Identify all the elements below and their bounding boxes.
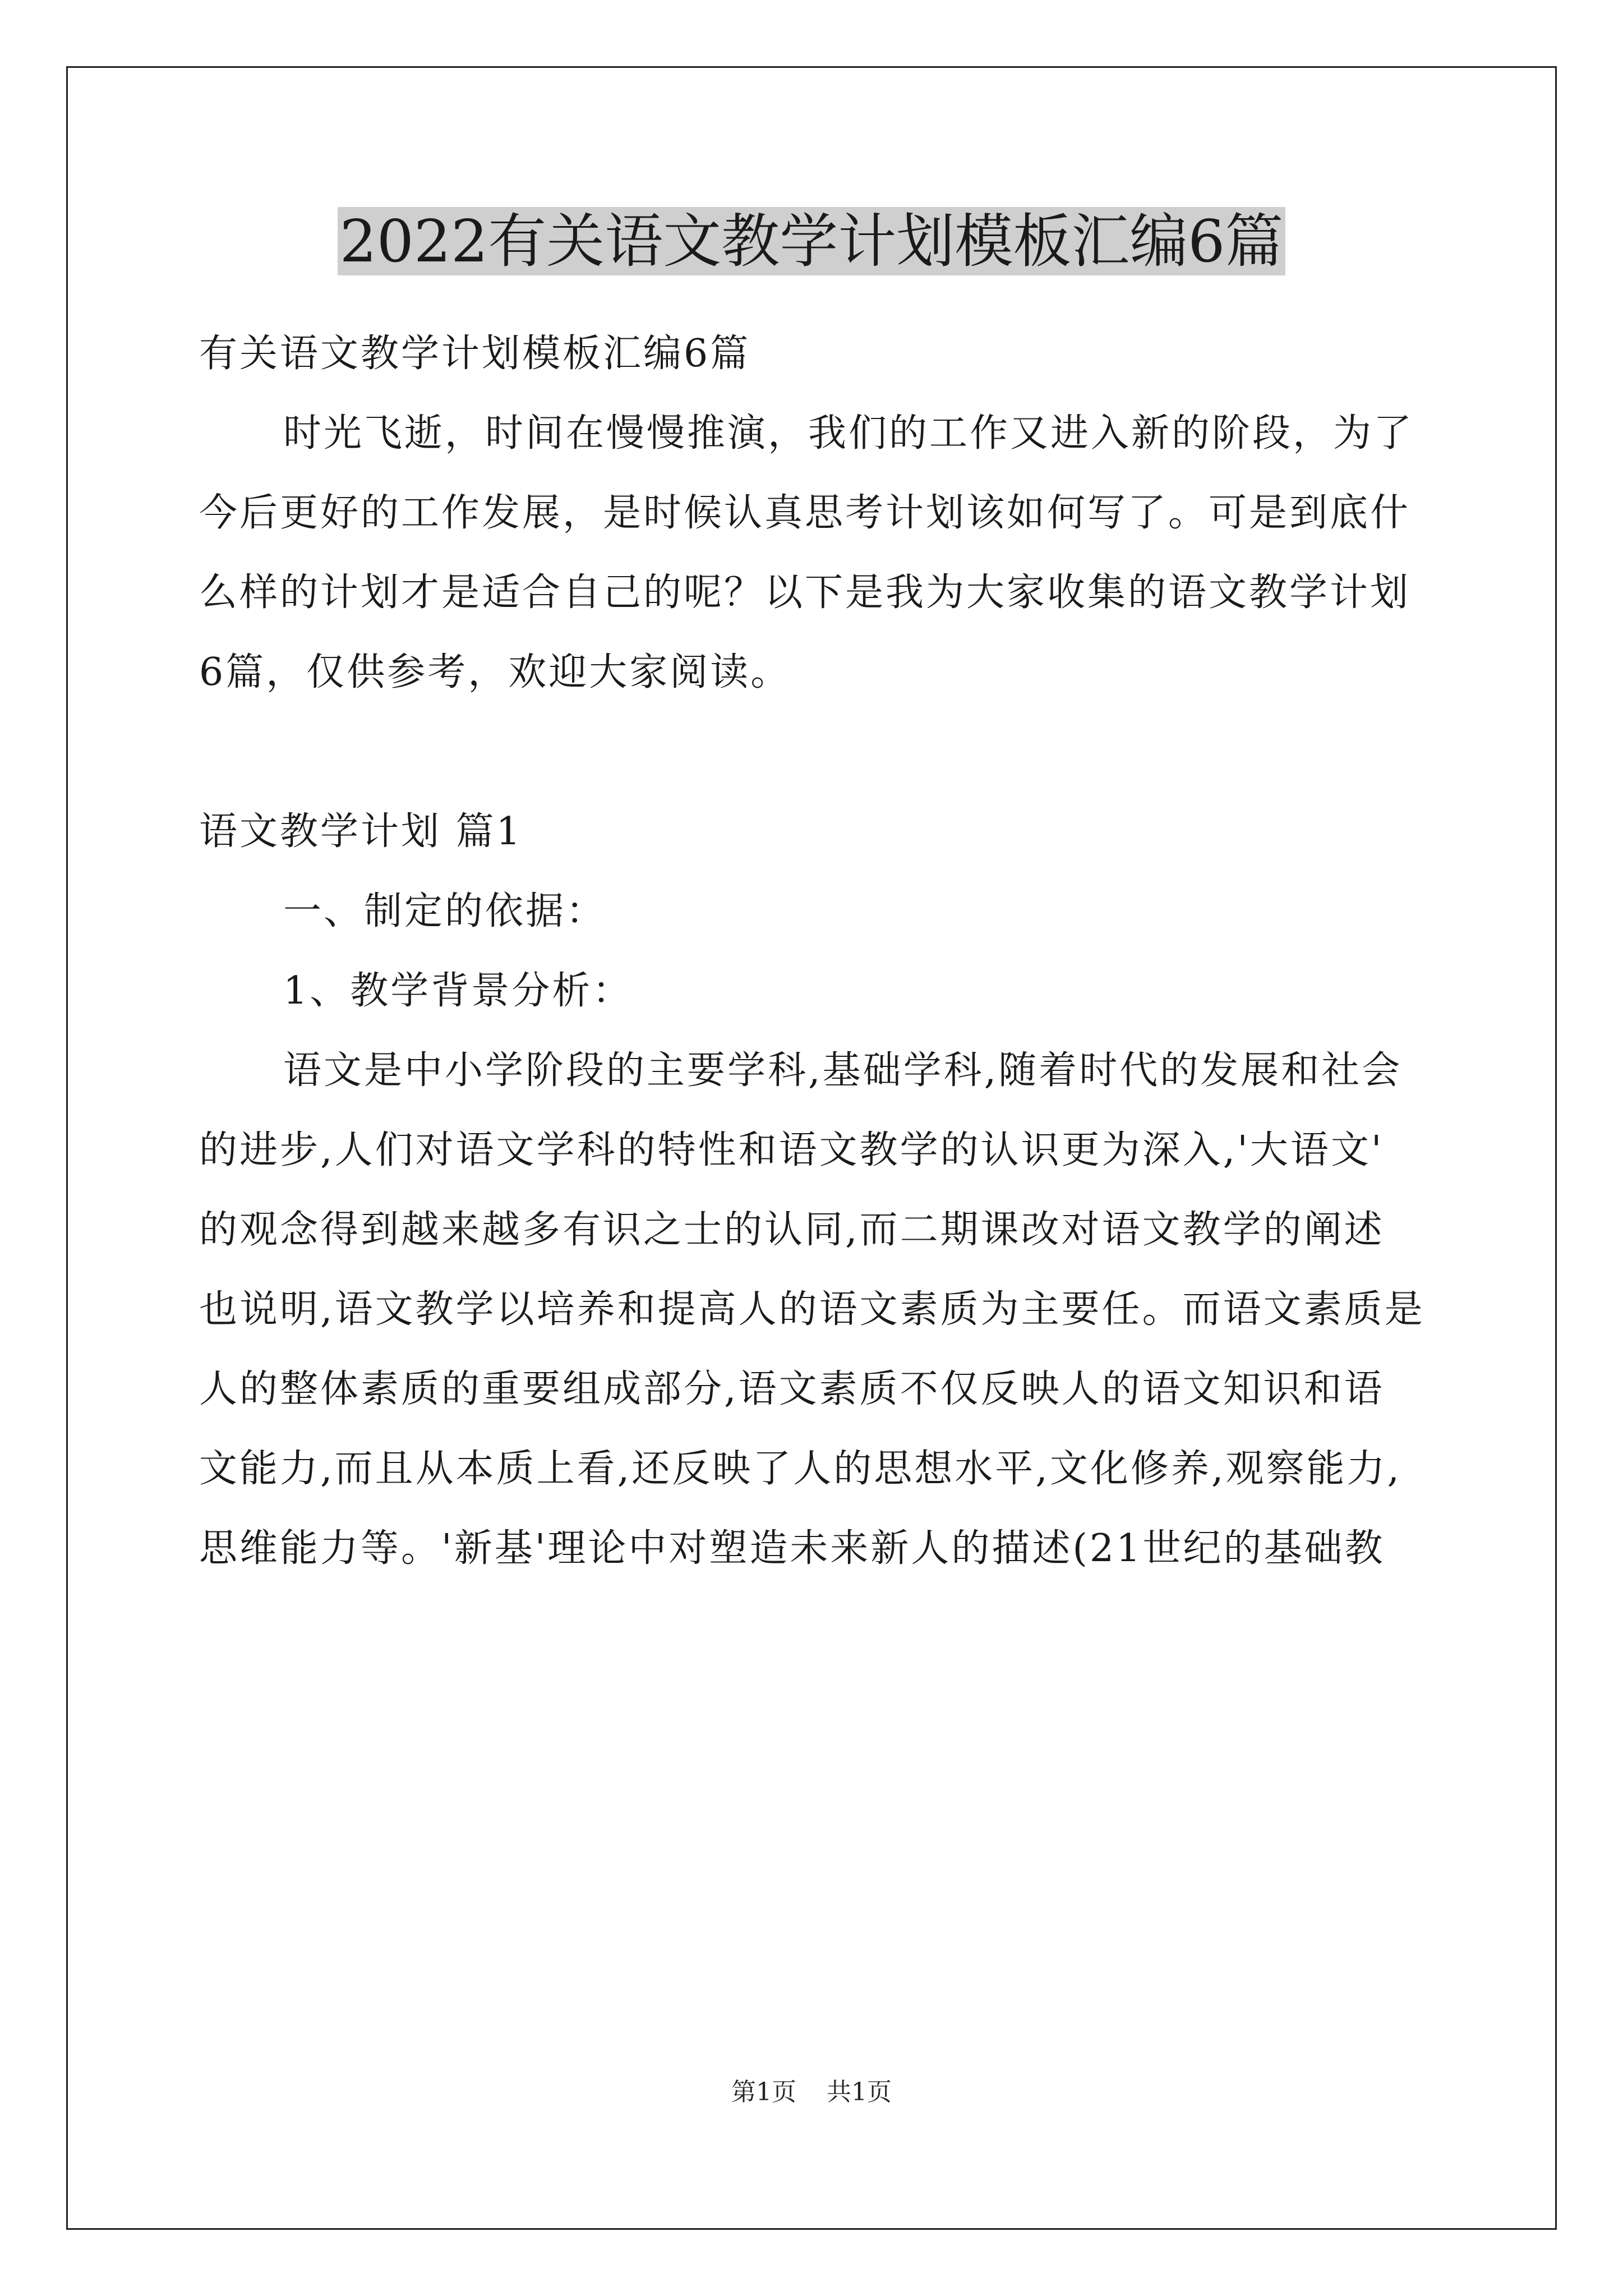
paragraph-line: 思维能力等。'新基'理论中对塑造未来新人的描述(21世纪的基础教 [199,1526,1385,1571]
page-footer [0,2076,1623,2109]
paragraph-line: 文能力,而且从本质上看,还反映了人的思想水平,文化修养,观察能力, [199,1447,1402,1491]
document-body [199,314,1438,1589]
intro-line: 今后更好的工作发展，是时候认真思考计划该如何写了。可是到底什 [199,491,1411,535]
page-total: 共1页 [827,2078,892,2106]
document-subtitle: 有关语文教学计划模板汇编6篇 [199,332,751,376]
outline-subitem: 1、教学背景分析： [283,969,633,1013]
intro-line: 6篇，仅供参考，欢迎大家阅读。 [199,650,791,694]
intro-line: 么样的计划才是适合自己的呢？以下是我为大家收集的语文教学计划 [199,570,1411,615]
paragraph-gap [199,712,1438,792]
paragraph-line: 的观念得到越来越多有识之士的认同,而二期课改对语文教学的阐述 [199,1208,1385,1252]
outline-item: 一、制定的依据： [283,889,607,933]
document-title-text: 2022有关语文教学计划模板汇编6篇 [338,207,1286,275]
paragraph-line: 语文是中小学阶段的主要学科,基础学科,随着时代的发展和社会 [283,1048,1403,1093]
paragraph-line: 人的整体素质的重要组成部分,语文素质不仅反映人的语文知识和语 [199,1367,1385,1411]
paragraph-line: 也说明,语文教学以培养和提高人的语文素质为主要任。而语文素质是 [199,1287,1425,1332]
section-heading: 语文教学计划 篇1 [199,809,523,854]
intro-line: 时光飞逝，时间在慢慢推演，我们的工作又进入新的阶段，为了 [283,411,1414,455]
page-number: 第1页 [731,2078,796,2106]
paragraph-line: 的进步,人们对语文学科的特性和语文教学的认识更为深入,'大语文' [199,1128,1384,1172]
document-title [0,199,1623,283]
